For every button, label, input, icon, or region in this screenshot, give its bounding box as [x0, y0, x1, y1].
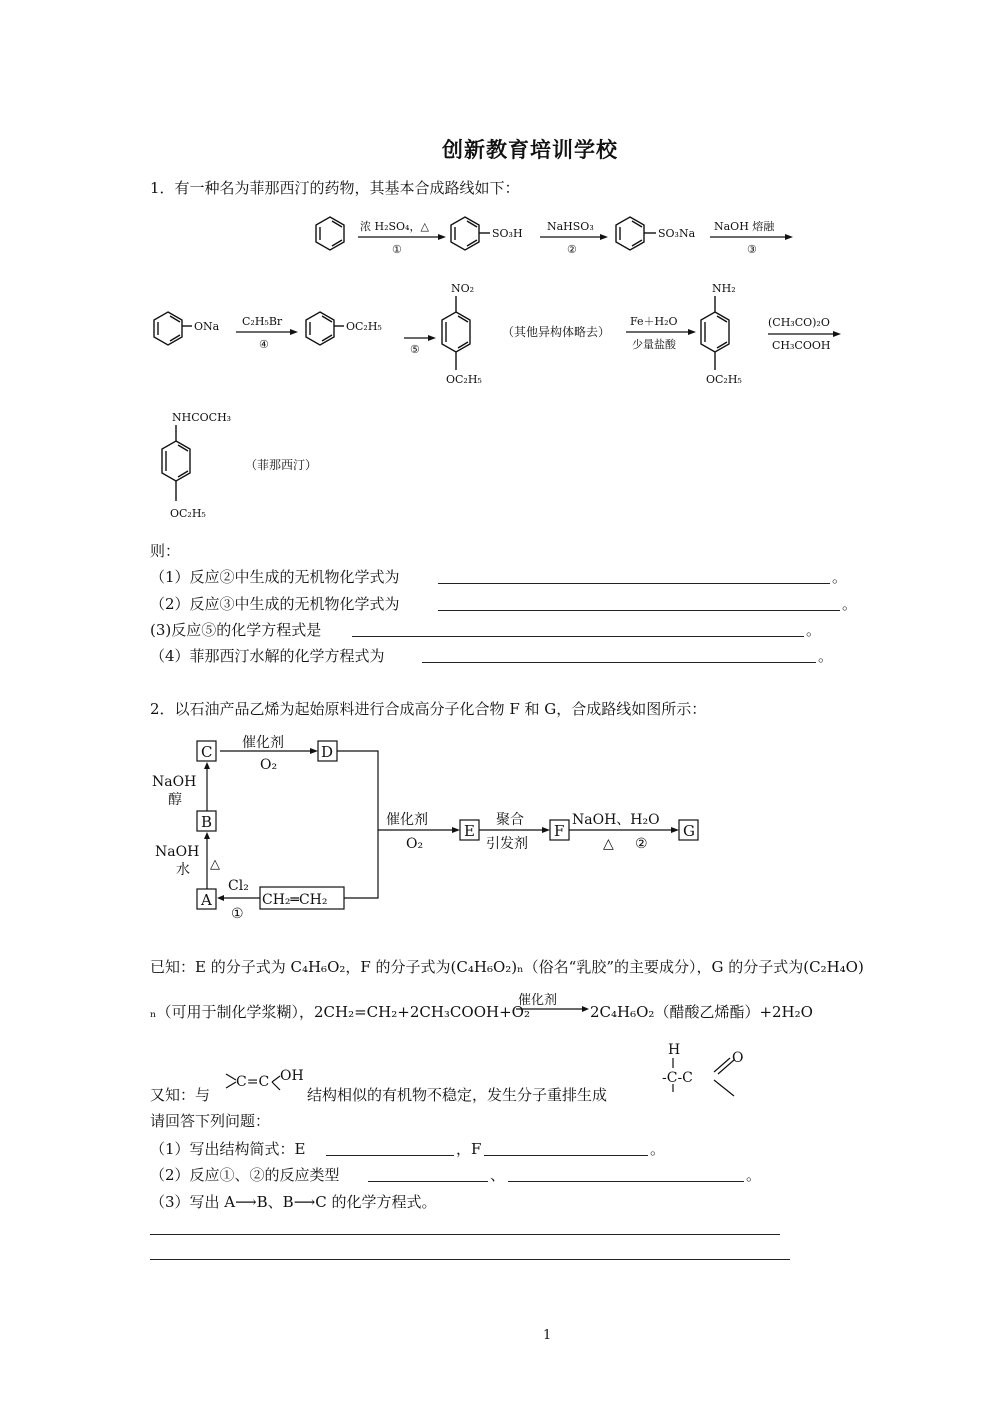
q2-a2-blank1[interactable]	[368, 1181, 488, 1182]
label-c: C	[201, 743, 213, 761]
enol-structure-icon	[222, 1062, 304, 1096]
q1-s7-top: (CH₃CO)₂O	[768, 316, 830, 329]
q1-sub4-end: 。	[818, 647, 834, 665]
benzene-ring-icon	[701, 296, 729, 370]
q2-a3: （3）写出 A⟶B、B⟶C 的化学方程式。	[150, 1193, 437, 1211]
q1-p2: SO₃Na	[658, 227, 696, 240]
keto-structure-icon	[656, 1038, 752, 1104]
benzene-ring-icon	[451, 217, 490, 250]
label-ethene: CH₂═CH₂	[262, 892, 328, 908]
q2-known2-a: 又知：与	[150, 1086, 211, 1104]
ef-bot: 引发剂	[486, 836, 528, 852]
q2-catalyst-label: 催化剂	[518, 993, 558, 1008]
q2-a3-line2[interactable]	[150, 1259, 790, 1260]
q1-p1: SO₃H	[492, 227, 523, 240]
q1-sub3-end: 。	[806, 621, 822, 639]
svg-text:-C-C: -C-C	[662, 1070, 693, 1086]
q2-a2: （2）反应①、②的反应类型	[150, 1166, 340, 1184]
q2-a2-end: 。	[746, 1166, 762, 1184]
label-g: G	[683, 822, 695, 840]
ab-3: △	[210, 857, 220, 872]
q2-a1-e-blank[interactable]	[326, 1155, 454, 1156]
q1-s5-bot: ⑤	[410, 343, 420, 356]
page-title: 创新教育培训学校	[442, 137, 618, 162]
benzene-ring-icon	[316, 217, 344, 250]
q2-a2-blank2[interactable]	[508, 1181, 744, 1182]
q2-a3-line1[interactable]	[150, 1234, 780, 1235]
q2-known1-b: ₙ（可用于制化学浆糊），2CH₂=CH₂+2CH₃COOH+O₂	[150, 1003, 530, 1021]
q1-sub3: (3)反应⑤的化学方程式是	[150, 621, 322, 639]
benzene-ring-icon	[442, 296, 470, 370]
q1-s6-bot: 少量盐酸	[632, 338, 676, 351]
q1-route-row1	[300, 205, 800, 275]
de-bot: O₂	[406, 836, 424, 852]
benzene-ring-icon	[616, 217, 656, 250]
q1-p6-bot: OC₂H₅	[706, 373, 742, 386]
label-f: F	[554, 822, 565, 840]
q1-s2-top: NaHSO₃	[547, 220, 594, 233]
ab-1: NaOH	[155, 844, 200, 860]
q1-sub4-answer-blank[interactable]	[422, 662, 816, 663]
cd-top: 催化剂	[242, 735, 284, 751]
q1-p4: OC₂H₅	[346, 320, 382, 333]
q1-sub1-end: 。	[832, 568, 848, 586]
q2-stem: 2．以石油产品乙烯为起始原料进行合成高分子化合物 F 和 G，合成路线如图所示：	[150, 700, 707, 718]
q2-a2-mid: 、	[490, 1166, 506, 1184]
q1-sub4: （4）菲那西汀水解的化学方程式为	[150, 647, 385, 665]
ab-2: 水	[176, 862, 190, 878]
q1-s1-top: 浓 H₂SO₄，△	[360, 220, 429, 233]
benzene-ring-icon	[306, 312, 344, 345]
q1-s4-top: C₂H₅Br	[242, 315, 283, 328]
bc-1: NaOH	[152, 774, 197, 790]
benzene-ring-icon	[154, 312, 192, 345]
q2-a1: （1）写出结构简式：E	[150, 1140, 306, 1158]
q1-then: 则：	[150, 542, 181, 560]
fg-bot2: ②	[635, 836, 648, 852]
q1-s3-bot: ③	[747, 243, 757, 256]
q1-sub3-answer-blank[interactable]	[352, 636, 804, 637]
label-b: B	[201, 813, 213, 831]
bc-2: 醇	[168, 792, 182, 808]
q1-stem: 1．有一种名为菲那西汀的药物，其基本合成路线如下：	[150, 179, 520, 197]
q1-p5-top: NO₂	[451, 282, 475, 295]
de-top: 催化剂	[386, 812, 428, 828]
q2-a1-mid: ，F	[456, 1140, 482, 1158]
fg-top: NaOH、H₂O	[572, 812, 660, 828]
q2-a1-f-blank[interactable]	[484, 1155, 648, 1156]
q1-route-row2	[148, 278, 848, 396]
q1-s7-bot: CH₃COOH	[772, 339, 831, 352]
q1-product	[150, 405, 350, 525]
q1-product-label: （菲那西汀）	[245, 458, 318, 472]
q1-s2-bot: ②	[567, 243, 577, 256]
q1-sub1-answer-blank[interactable]	[438, 583, 830, 584]
q2-a1-end: 。	[650, 1140, 666, 1158]
benzene-ring-icon	[162, 425, 190, 501]
q2-ask: 请回答下列问题：	[150, 1112, 271, 1130]
q1-p5-bot: OC₂H₅	[446, 373, 482, 386]
q2-known2-b: 结构相似的有机物不稳定，发生分子重排生成	[307, 1086, 608, 1104]
q1-s3-top: NaOH 熔融	[714, 220, 775, 233]
q1-p6-top: NH₂	[712, 282, 736, 295]
q1-sub2-end: 。	[842, 595, 858, 613]
q1-s1-bot: ①	[392, 243, 402, 256]
label-e: E	[464, 822, 475, 840]
svg-text:O: O	[732, 1050, 744, 1066]
q1-sub2: （2）反应③中生成的无机物化学式为	[150, 595, 400, 613]
q1-s6-top: Fe＋H₂O	[630, 315, 678, 328]
ef-top: 聚合	[496, 812, 524, 828]
ea-top: Cl₂	[228, 878, 249, 894]
q1-sub2-answer-blank[interactable]	[438, 610, 840, 611]
q2-known1-c: 2C₄H₆O₂（醋酸乙烯酯）+2H₂O	[590, 1003, 813, 1021]
svg-text:C=C: C=C	[236, 1074, 270, 1090]
fg-bot1: △	[603, 836, 614, 852]
q1-p7-top: NHCOCH₃	[172, 411, 232, 424]
q1-s4-bot: ④	[259, 338, 269, 351]
q1-p3: ONa	[194, 320, 220, 333]
q2-synthesis-diagram	[140, 728, 720, 920]
q1-note: （其他异构体略去）	[502, 325, 611, 339]
q2-catalyst-arrow	[516, 1004, 590, 1014]
svg-text:H: H	[668, 1042, 681, 1058]
svg-text:OH: OH	[280, 1068, 304, 1084]
q1-p7-bot: OC₂H₅	[170, 507, 206, 520]
cd-bot: O₂	[260, 757, 278, 773]
label-d: D	[321, 743, 334, 761]
q1-sub1: （1）反应②中生成的无机物化学式为	[150, 568, 400, 586]
label-a: A	[201, 891, 212, 909]
ea-bot: ①	[231, 906, 244, 920]
q2-known1-a: 已知：E 的分子式为 C₄H₆O₂，F 的分子式为(C₄H₆O₂)ₙ（俗名“乳胶”的主要成分），G 的分子式为(C₂H₄O)	[150, 958, 864, 976]
page-number: 1	[543, 1328, 552, 1343]
